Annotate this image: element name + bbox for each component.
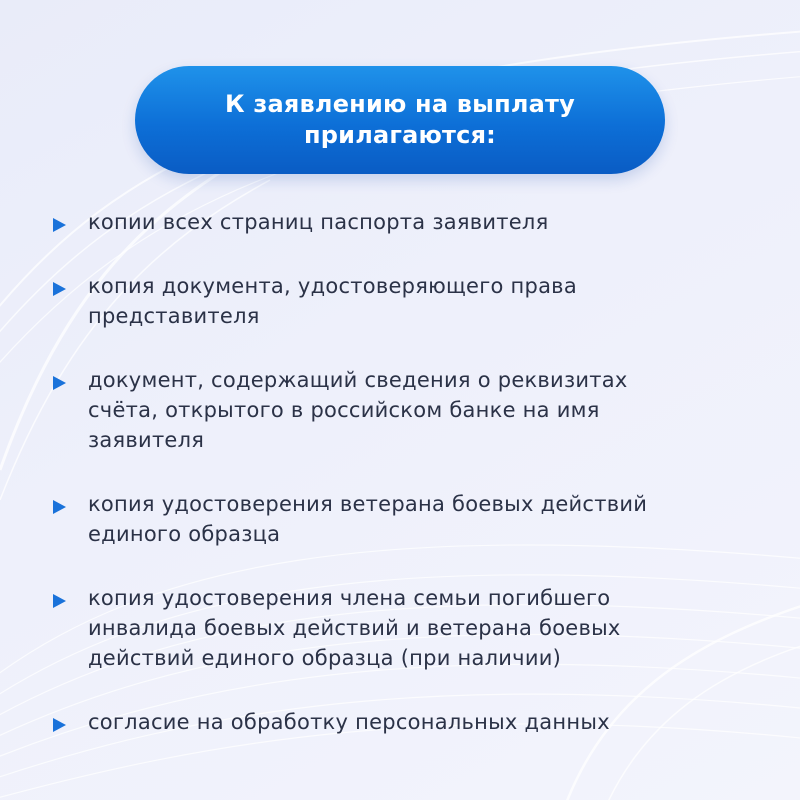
list-item-text: копии всех страниц паспорта заявителя — [88, 210, 549, 234]
triangle-bullet-icon — [53, 282, 66, 296]
list-item — [53, 707, 773, 737]
list-item — [53, 583, 773, 673]
list-item-text: копия удостоверения члена семьи погибшего инвалида боевых действий и ветерана боевых действий единого образца (при наличии) — [88, 586, 621, 670]
list-item-text: копия документа, удостоверяющего права представителя — [88, 274, 577, 328]
triangle-bullet-icon — [53, 376, 66, 390]
triangle-bullet-icon — [53, 718, 66, 732]
list-item — [53, 489, 773, 549]
list-item — [53, 207, 773, 237]
list-item — [53, 365, 773, 455]
list-item-text: документ, содержащий сведения о реквизитах счёта, открытого в российском банке на имя заявителя — [88, 368, 628, 452]
triangle-bullet-icon — [53, 594, 66, 608]
title-line-2: прилагаются: — [304, 121, 496, 149]
triangle-bullet-icon — [53, 500, 66, 514]
triangle-bullet-icon — [53, 218, 66, 232]
document-list — [53, 207, 773, 737]
title-line-1: К заявлению на выплату — [225, 90, 575, 118]
list-item-text: копия удостоверения ветерана боевых действий единого образца — [88, 492, 648, 546]
list-item-text: согласие на обработку персональных данных — [88, 710, 610, 734]
list-item — [53, 271, 773, 331]
title-banner — [135, 66, 665, 174]
